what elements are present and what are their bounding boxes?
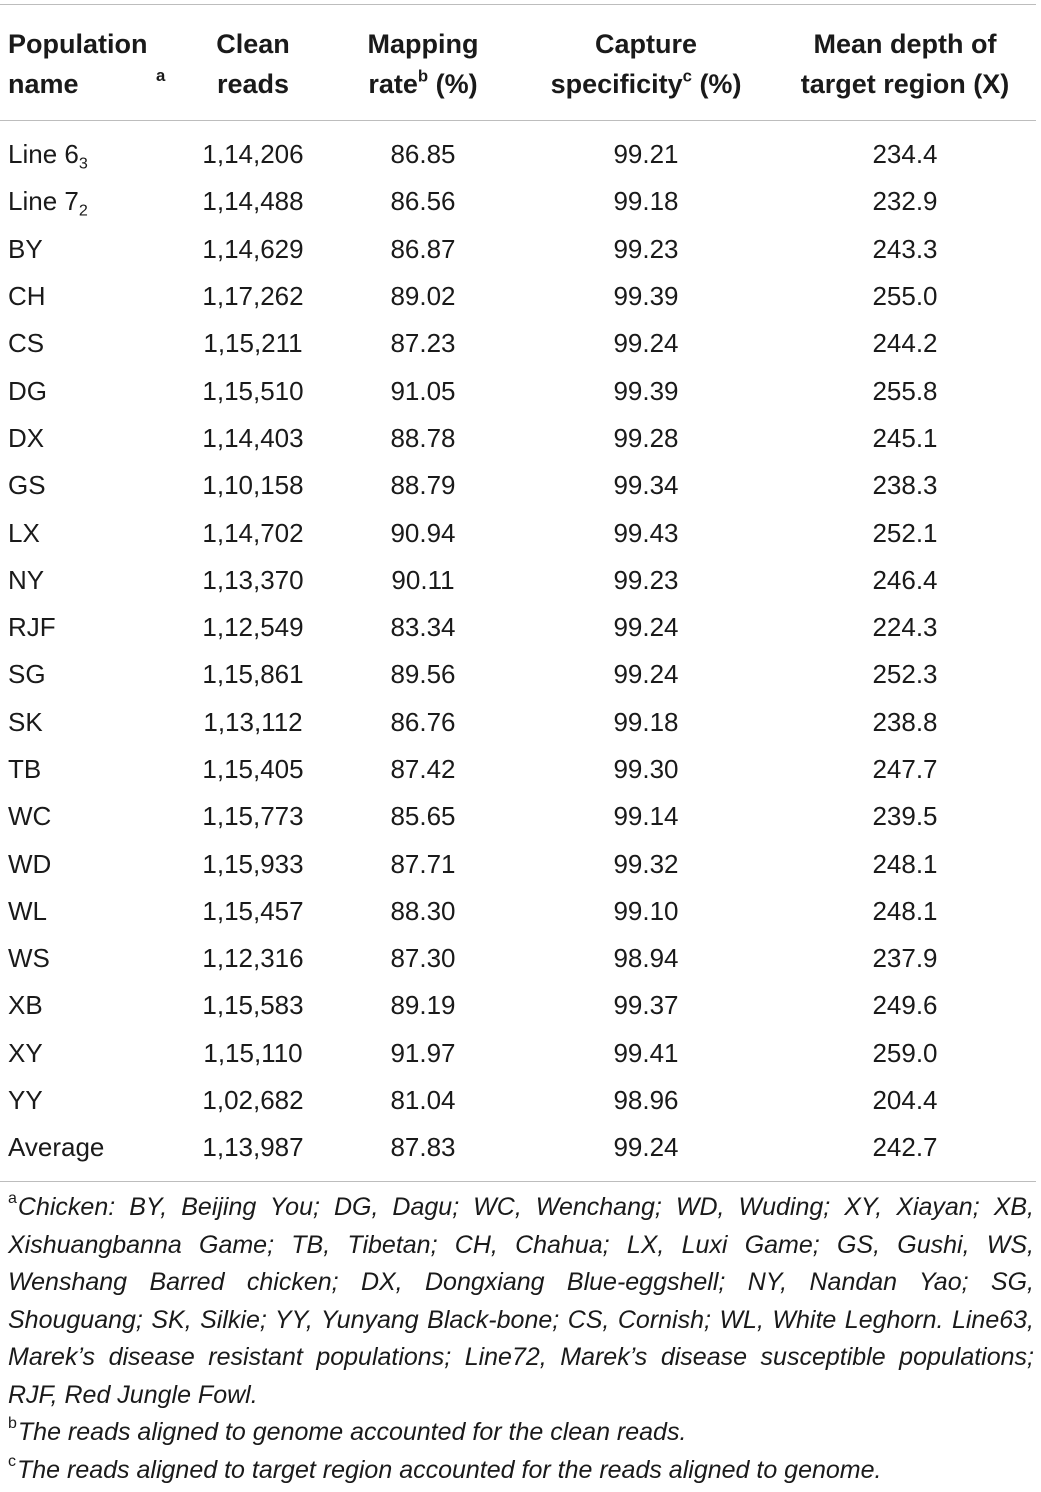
cell-mean-depth: 255.8 bbox=[872, 375, 938, 406]
cell-capture-specificity: 98.96 bbox=[613, 1085, 679, 1116]
cell-mapping-rate: 87.30 bbox=[390, 943, 456, 974]
cell-mean-depth: 237.9 bbox=[872, 943, 938, 974]
population-subscript: 2 bbox=[78, 202, 88, 221]
table-row bbox=[0, 982, 1036, 1029]
table-row bbox=[0, 509, 1036, 556]
table-row bbox=[0, 604, 1036, 651]
cell-clean-reads: 1,15,773 bbox=[202, 801, 304, 832]
population-label: WL bbox=[8, 895, 47, 926]
cell-capture-specificity: 99.18 bbox=[613, 706, 679, 737]
table-row bbox=[0, 1124, 1036, 1183]
cell-mean-depth: 204.4 bbox=[872, 1085, 938, 1116]
cell-capture-specificity: 99.34 bbox=[613, 470, 679, 501]
cell-population bbox=[0, 320, 178, 367]
cell-mapping-rate: 88.79 bbox=[390, 470, 456, 501]
footnote-c-mark: c bbox=[8, 1452, 16, 1470]
cell-mean-depth: 238.8 bbox=[872, 706, 938, 737]
table-row bbox=[0, 178, 1036, 225]
cell-capture-specificity: 99.24 bbox=[613, 659, 679, 690]
table-row bbox=[0, 273, 1036, 320]
cell-mapping-rate: 83.34 bbox=[390, 612, 456, 643]
cell-population bbox=[0, 1077, 178, 1124]
header-population-label: Population name bbox=[8, 29, 148, 99]
population-label: NY bbox=[8, 564, 45, 595]
footnote-mark-c: c bbox=[682, 66, 692, 86]
cell-mean-depth: 243.3 bbox=[872, 233, 938, 264]
cell-population bbox=[0, 178, 178, 225]
cell-capture-specificity: 99.10 bbox=[613, 895, 679, 926]
cell-population bbox=[0, 1030, 178, 1077]
cell-population bbox=[0, 651, 178, 698]
cell-population bbox=[0, 121, 178, 179]
cell-capture-specificity: 99.24 bbox=[613, 1132, 679, 1163]
cell-population bbox=[0, 1124, 178, 1183]
cell-population bbox=[0, 226, 178, 273]
cell-clean-reads: 1,02,682 bbox=[202, 1085, 304, 1116]
cell-mean-depth: 242.7 bbox=[872, 1132, 938, 1163]
header-capture-specificity bbox=[518, 5, 774, 121]
footnote-b bbox=[8, 1414, 1034, 1452]
cell-population bbox=[0, 604, 178, 651]
cell-capture-specificity: 98.94 bbox=[613, 943, 679, 974]
population-label: TB bbox=[8, 754, 42, 784]
cell-capture-specificity: 99.41 bbox=[613, 1037, 679, 1068]
cell-mean-depth: 252.1 bbox=[872, 517, 938, 548]
cell-mapping-rate: 87.42 bbox=[390, 754, 456, 784]
cell-mean-depth: 255.0 bbox=[872, 281, 938, 312]
population-label: CH bbox=[8, 281, 46, 312]
header-depth-line1: Mean depth of bbox=[813, 29, 997, 59]
cell-mean-depth: 246.4 bbox=[872, 564, 938, 595]
population-label: CS bbox=[8, 328, 45, 359]
cell-population bbox=[0, 415, 178, 462]
table-row bbox=[0, 462, 1036, 509]
cell-mean-depth: 232.9 bbox=[872, 186, 938, 217]
cell-clean-reads: 1,12,316 bbox=[202, 943, 304, 974]
cell-population bbox=[0, 367, 178, 414]
cell-mapping-rate: 86.85 bbox=[390, 139, 456, 170]
cell-clean-reads: 1,14,206 bbox=[202, 139, 304, 170]
cell-mean-depth: 239.5 bbox=[872, 801, 938, 832]
cell-capture-specificity: 99.21 bbox=[613, 139, 679, 170]
cell-capture-specificity: 99.14 bbox=[613, 801, 679, 832]
table-row bbox=[0, 793, 1036, 840]
cell-capture-specificity: 99.30 bbox=[613, 754, 679, 784]
population-label: WS bbox=[8, 943, 50, 974]
cell-mean-depth: 249.6 bbox=[872, 990, 938, 1021]
cell-mean-depth: 259.0 bbox=[872, 1037, 938, 1068]
table-row bbox=[0, 935, 1036, 982]
cell-population bbox=[0, 935, 178, 982]
population-label: SG bbox=[8, 659, 46, 690]
cell-capture-specificity: 99.23 bbox=[613, 564, 679, 595]
cell-population bbox=[0, 793, 178, 840]
cell-population bbox=[0, 840, 178, 887]
cell-mapping-rate: 86.76 bbox=[390, 706, 456, 737]
cell-mapping-rate: 90.94 bbox=[390, 517, 456, 548]
header-mean-depth bbox=[774, 5, 1036, 121]
cell-mapping-rate: 89.19 bbox=[390, 990, 456, 1021]
cell-population bbox=[0, 273, 178, 320]
header-clean-line2: reads bbox=[216, 69, 290, 99]
cell-mapping-rate: 91.97 bbox=[390, 1037, 456, 1068]
header-mapping-line2: rate bbox=[368, 69, 418, 99]
population-label: DG bbox=[8, 375, 47, 406]
population-label: WD bbox=[8, 848, 52, 879]
cell-population bbox=[0, 557, 178, 604]
cell-mean-depth: 238.3 bbox=[872, 470, 938, 501]
table-row bbox=[0, 746, 1036, 793]
footnote-a bbox=[8, 1189, 1034, 1414]
cell-clean-reads: 1,14,629 bbox=[202, 233, 304, 264]
cell-capture-specificity: 99.18 bbox=[613, 186, 679, 217]
cell-clean-reads: 1,14,488 bbox=[202, 186, 304, 217]
table-row bbox=[0, 367, 1036, 414]
population-subscript: 3 bbox=[78, 154, 88, 173]
population-label: YY bbox=[8, 1085, 43, 1116]
cell-mapping-rate: 87.83 bbox=[390, 1132, 456, 1163]
table-row bbox=[0, 415, 1036, 462]
cell-population bbox=[0, 699, 178, 746]
cell-mean-depth: 244.2 bbox=[872, 328, 938, 359]
population-label: RJF bbox=[8, 612, 56, 643]
cell-mapping-rate: 89.02 bbox=[390, 281, 456, 312]
header-depth-line2: target region (X) bbox=[800, 69, 1010, 99]
table-row bbox=[0, 557, 1036, 604]
cell-population bbox=[0, 462, 178, 509]
footnotes bbox=[8, 1189, 1034, 1489]
cell-population bbox=[0, 888, 178, 935]
cell-mapping-rate: 87.23 bbox=[390, 328, 456, 359]
population-label: GS bbox=[8, 470, 46, 501]
cell-mapping-rate: 86.56 bbox=[390, 186, 456, 217]
table-bottom-rule bbox=[0, 1181, 1036, 1182]
cell-population bbox=[0, 982, 178, 1029]
cell-mean-depth: 234.4 bbox=[872, 139, 938, 170]
table-row bbox=[0, 699, 1036, 746]
population-label: DX bbox=[8, 422, 45, 453]
population-label: XY bbox=[8, 1037, 43, 1068]
cell-mean-depth: 245.1 bbox=[872, 422, 938, 453]
cell-clean-reads: 1,15,861 bbox=[202, 659, 304, 690]
cell-clean-reads: 1,13,112 bbox=[203, 706, 303, 737]
cell-population bbox=[0, 509, 178, 556]
cell-mapping-rate: 86.87 bbox=[390, 233, 456, 264]
population-label: WC bbox=[8, 801, 52, 832]
table-row bbox=[0, 1030, 1036, 1077]
cell-capture-specificity: 99.23 bbox=[613, 233, 679, 264]
table-row bbox=[0, 121, 1036, 179]
cell-mapping-rate: 88.30 bbox=[390, 895, 456, 926]
cell-clean-reads: 1,15,457 bbox=[202, 895, 304, 926]
table-row bbox=[0, 651, 1036, 698]
header-mapping-line1: Mapping bbox=[367, 29, 479, 59]
cell-clean-reads: 1,17,262 bbox=[202, 281, 304, 312]
population-label: Line 6 bbox=[8, 139, 79, 170]
header-clean-line1: Clean bbox=[216, 29, 290, 59]
population-label: Line 7 bbox=[8, 186, 79, 217]
cell-mapping-rate: 91.05 bbox=[390, 375, 456, 406]
footnote-b-mark: b bbox=[8, 1415, 17, 1432]
header-mapping-rate bbox=[328, 5, 518, 121]
population-label: LX bbox=[8, 517, 40, 548]
header-capture-line1: Capture bbox=[594, 29, 697, 59]
footnote-b-text: The reads aligned to genome accounted for the clean reads. bbox=[17, 1418, 687, 1446]
cell-capture-specificity: 99.43 bbox=[613, 517, 679, 548]
footnote-c-text: The reads aligned to target region accounted for the reads aligned to genome. bbox=[17, 1455, 882, 1484]
table-row bbox=[0, 226, 1036, 273]
header-capture-unit: (%) bbox=[691, 69, 742, 99]
population-label: BY bbox=[8, 233, 43, 264]
header-row bbox=[0, 5, 1036, 121]
sequencing-summary-table bbox=[0, 4, 1036, 1184]
cell-mapping-rate: 87.71 bbox=[390, 848, 456, 879]
population-label: Average bbox=[8, 1132, 105, 1163]
population-label: XB bbox=[8, 990, 43, 1021]
footnote-mark-a: a bbox=[156, 66, 166, 86]
cell-clean-reads: 1,14,702 bbox=[202, 517, 304, 548]
cell-capture-specificity: 99.24 bbox=[613, 328, 679, 359]
table-row bbox=[0, 840, 1036, 887]
header-population bbox=[0, 5, 178, 121]
cell-mapping-rate: 85.65 bbox=[390, 801, 456, 832]
footnote-a-text: Chicken: BY, Beijing You; DG, Dagu; WC, Wenchang; WD, Wuding; XY, Xiayan; XB, Xishuangbanna Game; TB, Tibetan; CH, Chahua; LX, Luxi Game; GS, Gushi, WS, Wenshang Barred chicken; DX, Dongxiang Blue-eggshell; NY, Nandan Yao; SG, Shouguang; SK, Silkie; YY, Yunyang Black-bone; CS, Cornish; WL, White Leghorn. Line63, Marek’s disease resistant populations; Line72, Marek’s disease susceptible populations; RJF, Red Jungle Fowl. bbox=[8, 1193, 1034, 1409]
cell-mapping-rate: 81.04 bbox=[390, 1085, 456, 1116]
header-capture-line2: specificity bbox=[550, 69, 683, 99]
cell-mean-depth: 248.1 bbox=[872, 895, 938, 926]
cell-clean-reads: 1,15,583 bbox=[202, 990, 304, 1021]
cell-clean-reads: 1,13,370 bbox=[202, 564, 304, 595]
cell-capture-specificity: 99.39 bbox=[613, 281, 679, 312]
cell-capture-specificity: 99.28 bbox=[613, 422, 679, 453]
cell-capture-specificity: 99.32 bbox=[613, 848, 679, 879]
cell-clean-reads: 1,15,211 bbox=[203, 328, 303, 359]
cell-mean-depth: 252.3 bbox=[872, 659, 938, 690]
cell-mapping-rate: 89.56 bbox=[390, 659, 456, 690]
footnote-a-mark: a bbox=[8, 1190, 17, 1207]
footnote-c bbox=[8, 1452, 1034, 1490]
table-row bbox=[0, 320, 1036, 367]
cell-clean-reads: 1,15,510 bbox=[202, 375, 304, 406]
header-clean-reads bbox=[178, 5, 328, 121]
footnote-mark-b: b bbox=[417, 66, 429, 86]
cell-capture-specificity: 99.37 bbox=[613, 990, 679, 1021]
cell-mapping-rate: 88.78 bbox=[390, 422, 456, 453]
cell-clean-reads: 1,14,403 bbox=[202, 422, 304, 453]
cell-clean-reads: 1,15,933 bbox=[202, 848, 304, 879]
cell-mean-depth: 247.7 bbox=[872, 754, 938, 784]
cell-clean-reads: 1,13,987 bbox=[202, 1132, 304, 1163]
cell-mapping-rate: 90.11 bbox=[391, 564, 455, 595]
cell-clean-reads: 1,12,549 bbox=[202, 612, 304, 643]
table-row bbox=[0, 888, 1036, 935]
cell-mean-depth: 224.3 bbox=[872, 612, 938, 643]
cell-clean-reads: 1,10,158 bbox=[202, 470, 304, 501]
table-row bbox=[0, 1077, 1036, 1124]
cell-clean-reads: 1,15,405 bbox=[202, 754, 304, 784]
table-body bbox=[0, 121, 1036, 1184]
cell-mean-depth: 248.1 bbox=[872, 848, 938, 879]
cell-capture-specificity: 99.39 bbox=[613, 375, 679, 406]
header-mapping-unit: (%) bbox=[428, 69, 478, 99]
cell-population bbox=[0, 746, 178, 793]
population-label: SK bbox=[8, 706, 43, 737]
cell-capture-specificity: 99.24 bbox=[613, 612, 679, 643]
cell-clean-reads: 1,15,110 bbox=[203, 1037, 303, 1068]
